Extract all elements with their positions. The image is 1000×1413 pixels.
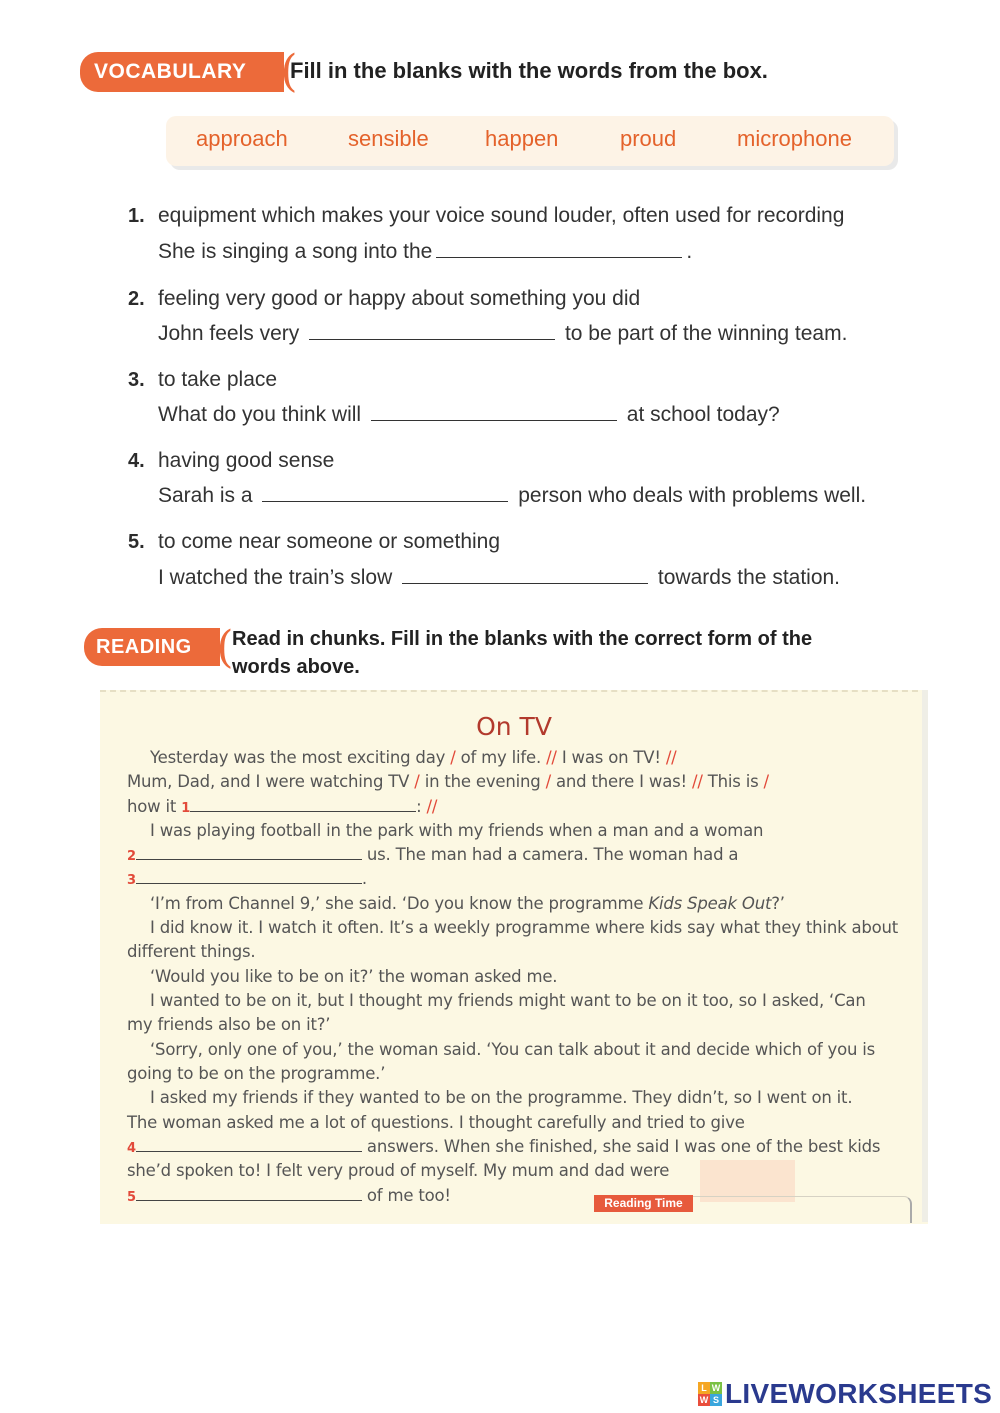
item-definition: feeling very good or happy about something you did: [158, 287, 641, 310]
blank-number-5: 5: [127, 1190, 136, 1205]
reading-tag-label: READING: [96, 635, 192, 658]
answer-blank-3[interactable]: [371, 419, 617, 421]
word-microphone: microphone: [737, 126, 852, 151]
vocabulary-tag-label: VOCABULARY: [94, 60, 247, 83]
passage-line: ‘Sorry, only one of you,’ the woman said. ‘You can talk about it and decide which of you is: [150, 1040, 876, 1059]
passage-line: I did know it. I watch it often. It’s a weekly programme where kids say what they think about: [150, 918, 899, 937]
reading-blank-2[interactable]: [136, 858, 362, 860]
word-happen: happen: [485, 126, 559, 151]
sentence-before: What do you think will: [158, 403, 362, 426]
vocabulary-instruction: Fill in the blanks with the words from the box.: [290, 58, 768, 83]
answer-blank-4[interactable]: [262, 500, 508, 502]
item-number: 4.: [128, 450, 145, 472]
item-number: 3.: [128, 369, 145, 391]
sentence-before: John feels very: [158, 322, 300, 345]
reading-tag: [84, 622, 234, 673]
reading-instruction-line2: words above.: [232, 656, 360, 678]
item-definition: to take place: [158, 368, 278, 391]
passage-line: Mum, Dad, and I were watching TV / in the evening / and there I was! // This is /: [127, 772, 769, 791]
item-sentence: [158, 240, 692, 264]
reading-instruction-line1: Read in chunks. Fill in the blanks with the correct form of the: [232, 628, 813, 650]
passage-line: ‘Would you like to be on it?’ the woman asked me.: [150, 967, 558, 986]
word-box: [166, 116, 894, 166]
answer-blank-1[interactable]: [436, 256, 682, 258]
passage-line: 3 .: [127, 869, 367, 888]
reading-blank-3[interactable]: [136, 882, 362, 884]
answer-blank-2[interactable]: [309, 338, 555, 340]
word-sensible: sensible: [348, 126, 429, 151]
blank-number-2: 2: [127, 849, 136, 864]
passage-line: ‘I’m from Channel 9,’ she said. ‘Do you know the programme Kids Speak Out?’: [150, 894, 785, 913]
sentence-after: person who deals with problems well.: [518, 484, 867, 507]
item-definition: to come near someone or something: [158, 530, 501, 553]
logo-icon: L W W S: [699, 1383, 721, 1405]
reading-blank-1[interactable]: [190, 810, 416, 812]
passage-title: On TV: [476, 712, 552, 741]
word-approach: approach: [196, 126, 288, 151]
item-number: 1.: [128, 205, 145, 227]
item-number: 2.: [128, 288, 145, 310]
book-corner: [692, 1196, 912, 1223]
passage-line: I asked my friends if they wanted to be on the programme. They didn’t, so I went on it.: [150, 1088, 853, 1107]
answer-blank-5[interactable]: [402, 582, 648, 584]
reading-blank-4[interactable]: [136, 1150, 362, 1152]
sentence-after: towards the station.: [657, 566, 841, 589]
passage-line: Yesterday was the most exciting day / of my life. // I was on TV! //: [150, 748, 677, 767]
passage-line: 5 of me too!: [127, 1186, 451, 1205]
reading-time-badge: Reading Time: [594, 1195, 693, 1212]
sentence-before: Sarah is a: [158, 484, 253, 507]
item-definition: equipment which makes your voice sound louder, often used for recording: [158, 204, 845, 227]
blank-number-4: 4: [127, 1141, 136, 1156]
tag-bracket-icon: (: [280, 46, 298, 97]
logo-text: LIVEWORKSHEETS: [725, 1378, 993, 1409]
passage-line: 2 us. The man had a camera. The woman had a: [127, 845, 739, 864]
sentence-after: .: [686, 240, 693, 263]
passage-line: I wanted to be on it, but I thought my friends might want to be on it too, so I asked, ‘Can: [150, 991, 866, 1010]
item-sentence: [158, 403, 780, 427]
item-sentence: [158, 322, 847, 346]
page-edge: [922, 690, 928, 1222]
sentence-before: She is singing a song into the: [158, 240, 433, 263]
vocabulary-tag: [80, 46, 298, 97]
passage-line: I was playing football in the park with my friends when a man and a woman: [150, 821, 764, 840]
sentence-after: to be part of the winning team.: [564, 322, 848, 345]
item-sentence: [158, 484, 866, 508]
passage-line: how it 1 : //: [127, 797, 438, 816]
liveworksheets-logo: [698, 1378, 992, 1410]
blank-number-1: 1: [181, 801, 191, 816]
passage-line: she’d spoken to! I felt very proud of myself. My mum and dad were: [127, 1161, 670, 1180]
passage-line: The woman asked me a lot of questions. I thought carefully and tried to give: [127, 1113, 745, 1132]
reading-blank-5[interactable]: [136, 1199, 362, 1201]
blank-number-3: 3: [127, 873, 136, 888]
word-proud: proud: [620, 126, 677, 151]
passage-line: going to be on the programme.’: [127, 1064, 386, 1083]
tag-bracket-icon: (: [216, 622, 234, 673]
passage-line: 4 answers. When she finished, she said I was one of the best kids: [127, 1137, 881, 1156]
passage-line: my friends also be on it?’: [127, 1015, 331, 1034]
item-sentence: [158, 566, 840, 590]
sentence-before: I watched the train’s slow: [158, 566, 393, 589]
item-definition: having good sense: [158, 449, 335, 472]
sentence-after: at school today?: [626, 403, 780, 426]
passage-line: different things.: [127, 942, 256, 961]
item-number: 5.: [128, 531, 145, 553]
